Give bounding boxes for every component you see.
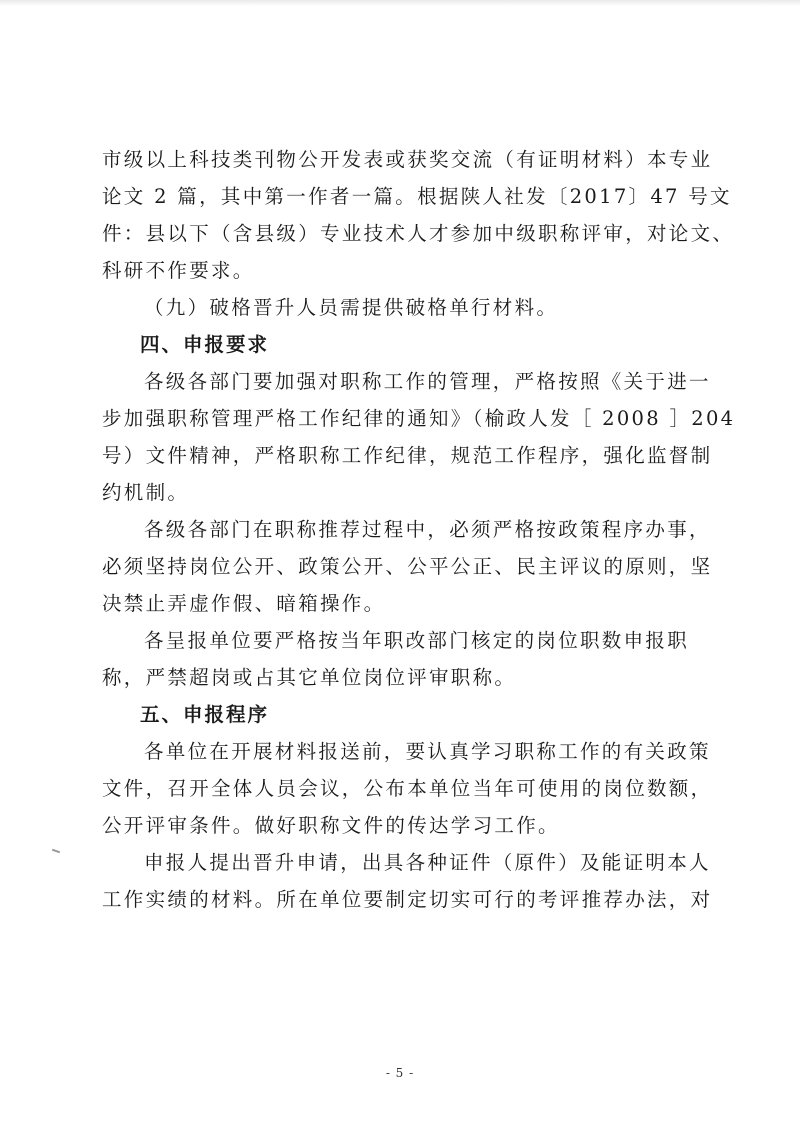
paragraph-line: 步加强职称管理严格工作纪律的通知》（榆政人发［ 2008 ］204 bbox=[102, 407, 736, 430]
paragraph-line: 文件，召开全体人员会议，公布本单位当年可使用的岗位数额， bbox=[102, 777, 713, 800]
scan-speck bbox=[52, 849, 60, 854]
paragraph-line: 约机制。 bbox=[102, 481, 190, 504]
paragraph-line: 科研不作要求。 bbox=[102, 259, 255, 282]
section-heading: 四、申报要求 bbox=[140, 333, 270, 356]
paragraph-line: 决禁止弄虚作假、暗箱操作。 bbox=[102, 592, 386, 615]
paragraph-line: 必须坚持岗位公开、政策公开、公平公正、民主评议的原则，坚 bbox=[102, 555, 713, 578]
paragraph-line: 各级各部门要加强对职称工作的管理，严格按照《关于进一 bbox=[144, 370, 711, 393]
paragraph-line: 件：县以下（含县级）专业技术人才参加中级职称评审，对论文、 bbox=[102, 222, 735, 245]
paragraph-line: 号）文件精神，严格职称工作纪律，规范工作程序，强化监督制 bbox=[102, 444, 713, 467]
paragraph-line: 各呈报单位要严格按当年职改部门核定的岗位职数申报职 bbox=[144, 629, 690, 652]
paragraph-line: 各单位在开展材料报送前，要认真学习职称工作的有关政策 bbox=[144, 740, 711, 763]
paragraph-line: 工作实绩的材料。所在单位要制定切实可行的考评推荐办法，对 bbox=[102, 888, 713, 911]
document-body bbox=[102, 143, 736, 917]
paragraph-line: 论文 2 篇，其中第一作者一篇。根据陕人社发〔2017〕47 号文 bbox=[102, 185, 732, 208]
paragraph-line: 申报人提出晋升申请，出具各种证件（原件）及能证明本人 bbox=[144, 851, 711, 874]
section-heading: 五、申报程序 bbox=[140, 703, 270, 726]
paragraph-line: 各级各部门在职称推荐过程中，必须严格按政策程序办事， bbox=[144, 518, 711, 541]
page-number: - 5 - bbox=[385, 1066, 415, 1080]
paragraph-line: 市级以上科技类刊物公开发表或获奖交流（有证明材料）本专业 bbox=[102, 148, 713, 171]
paragraph-line: 公开评审条件。做好职称文件的传达学习工作。 bbox=[102, 814, 560, 837]
paragraph-line: （九）破格晋升人员需提供破格单行材料。 bbox=[144, 296, 559, 319]
scan-top-edge bbox=[0, 0, 800, 6]
paragraph-line: 称，严禁超岗或占其它单位岗位评审职称。 bbox=[102, 666, 517, 689]
